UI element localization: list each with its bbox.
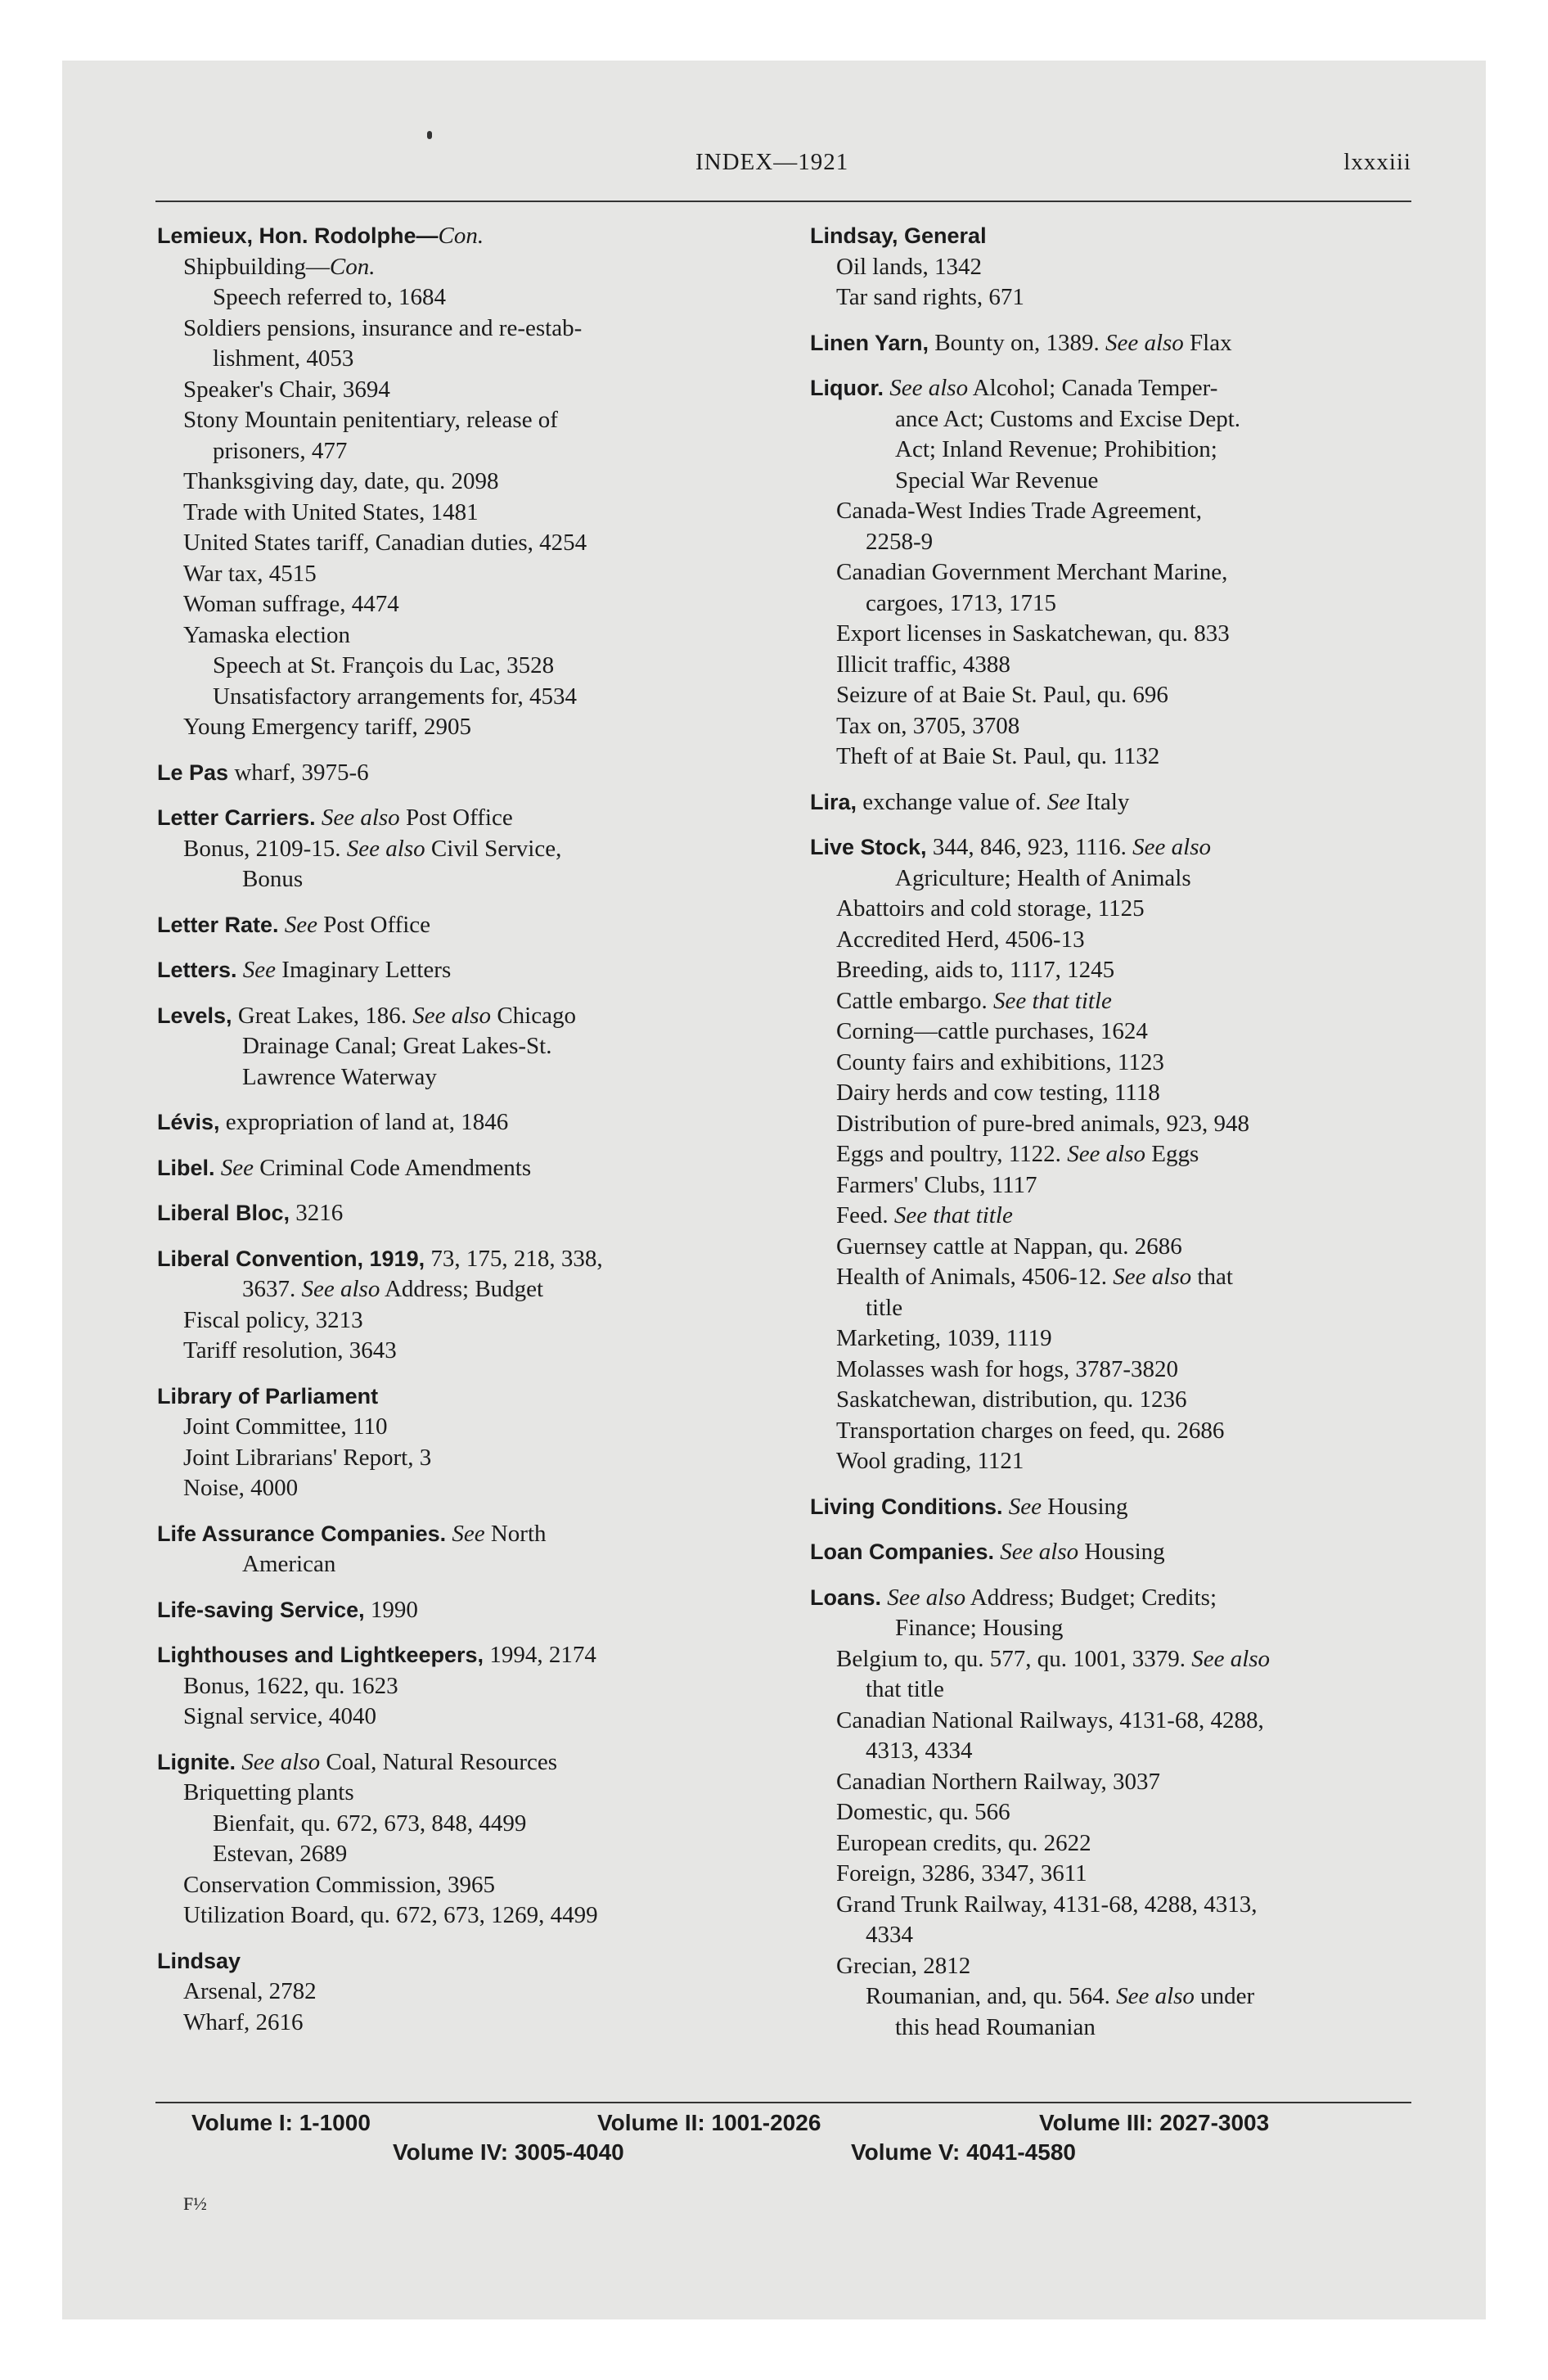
index-entry-line [157,1839,787,1870]
index-text: Tar sand rights, 671 [836,284,1024,310]
index-heading: Libel. [157,1155,215,1180]
index-text: 4334 [866,1922,913,1948]
index-text: 1994, 2174 [484,1642,596,1668]
index-entry-line [157,375,787,406]
index-entry-line [810,1323,1420,1355]
index-text: exchange value of. [857,788,1047,815]
index-text: Wool grading, 1121 [836,1448,1024,1474]
index-entry-line [810,466,1420,497]
index-entry-line [810,894,1420,925]
index-text: Wharf, 2616 [183,2008,304,2035]
index-text: Tax on, 3705, 3708 [836,712,1020,739]
see-reference: See also [1191,1645,1271,1672]
index-text: prisoners, 477 [213,437,348,464]
index-text: Health of Animals, 4506-12. [836,1264,1114,1290]
index-heading-line [157,221,787,252]
index-entry-line [157,1809,787,1840]
index-entry-line [157,864,787,895]
index-text: Corning—cattle purchases, 1624 [836,1018,1148,1044]
index-entry-line [157,1977,787,2008]
index-text: Eggs [1145,1141,1199,1167]
index-text: Bonus, 1622, qu. 1623 [183,1672,398,1699]
index-text: Illicit traffic, 4388 [836,651,1010,678]
index-heading-line [157,1595,787,1626]
index-text: Joint Committee, 110 [183,1413,388,1440]
index-text: Address; Budget [380,1276,544,1302]
index-entry-line [157,2008,787,2039]
index-entry-line [157,682,787,713]
index-entry-line [157,1274,787,1305]
index-text: that title [866,1676,944,1702]
index-entry-line [810,1920,1420,1951]
index-text: Bonus [242,866,304,892]
index-entry-line [157,467,787,498]
index-entry-line [810,986,1420,1017]
index-text: Unsatisfactory arrangements for, 4534 [213,683,577,710]
index-text: lishment, 4053 [213,345,354,372]
index-text: Bienfait, qu. 672, 673, 848, 4499 [213,1810,527,1837]
index-text [237,957,243,983]
index-entry-line [157,1062,787,1093]
index-entry-line [810,1048,1420,1079]
index-entry-line [157,712,787,743]
index-entry-line [157,1900,787,1931]
ink-speck [427,131,432,139]
index-text: Farmers' Clubs, 1117 [836,1171,1037,1198]
see-reference: See also [1113,1264,1192,1290]
index-text: Seizure of at Baie St. Paul, qu. 696 [836,682,1168,708]
see-reference: Con. [438,223,484,249]
index-heading: Live Stock, [810,835,927,859]
index-entry-line [810,925,1420,956]
index-entry-line [810,1981,1420,2013]
index-text: Yamaska election [183,621,351,648]
index-entry-line [810,863,1420,895]
index-text: 3637. [242,1276,302,1302]
index-heading-line [810,1583,1420,1614]
index-text: European credits, qu. 2622 [836,1829,1091,1856]
index-heading-line [157,1107,787,1138]
index-text: Distribution of pure-bred animals, 923, 948 [836,1110,1249,1137]
index-heading: Lira, [810,789,857,814]
index-entry-line [810,1355,1420,1386]
index-text: Canadian National Railways, 4131-68, 4288, [836,1706,1264,1733]
index-text: Arsenal, 2782 [183,1978,317,2004]
index-entry-line [810,650,1420,681]
index-entry-line [157,651,787,682]
index-entry-line [810,435,1420,466]
index-heading: Liberal Convention, 1919, [157,1246,425,1271]
index-text: North [484,1520,547,1547]
index-entry-line [157,559,787,590]
index-text: under [1194,1983,1255,2009]
see-reference: See that title [992,987,1112,1014]
index-text: Post Office [399,805,513,831]
see-reference: See [1008,1493,1042,1520]
see-reference: See [1046,788,1080,815]
index-text: Bonus, 2109-15. [183,835,347,862]
index-text: Canada-West Indies Trade Agreement, [836,498,1203,524]
index-text: Breeding, aids to, 1117, 1245 [836,957,1115,983]
index-heading: Liquor. [810,376,884,400]
index-entry-line [810,1446,1420,1477]
page-header [155,144,1411,187]
index-text: Transportation charges on feed, qu. 2686 [836,1417,1225,1444]
index-heading-line [810,221,1420,252]
index-heading-line [157,1198,787,1229]
index-entry-line [810,1859,1420,1890]
index-text: Stony Mountain penitentiary, release of [183,407,558,433]
index-text: Fiscal policy, 3213 [183,1306,363,1333]
see-reference: See also [889,375,969,401]
index-text: Bounty on, 1389. [929,329,1105,356]
signature-mark: F½ [183,2193,207,2214]
index-text [316,805,322,831]
index-text: Molasses wash for hogs, 3787-3820 [836,1355,1179,1382]
index-text: Drainage Canal; Great Lakes-St. [242,1033,552,1059]
index-entry-line [810,1767,1420,1798]
index-text: Alcohol; Canada Temper- [968,375,1218,401]
see-reference: Con. [329,253,376,280]
index-text: Speech referred to, 1684 [213,284,447,310]
index-entry-line [810,711,1420,742]
index-entry-line [157,1870,787,1901]
index-text: Address; Budget; Credits; [965,1584,1217,1611]
index-heading-line [157,955,787,986]
index-heading: Le Pas [157,760,229,785]
index-text: Grand Trunk Railway, 4131-68, 4288, 4313, [836,1891,1258,1918]
index-column-right [810,221,1420,2043]
index-text: Saskatchewan, distribution, qu. 1236 [836,1386,1187,1413]
volume-2-range: Volume II: 1001-2026 [597,2110,821,2135]
index-text: Lawrence Waterway [242,1063,437,1090]
index-heading-line [157,1382,787,1413]
index-entry-line [157,498,787,529]
index-entry-line [810,1170,1420,1201]
index-heading: Loans. [810,1584,882,1610]
index-text [279,912,285,938]
index-text: Roumanian, and, qu. 564. [866,1983,1117,2009]
index-heading-line [157,1519,787,1550]
index-text: Speaker's Chair, 3694 [183,376,390,403]
index-entry-line [810,1890,1420,1921]
index-entry-line [157,405,787,436]
index-text: Soldiers pensions, insurance and re-estab- [183,314,583,341]
index-entry-line [810,1078,1420,1109]
index-heading-line [810,787,1420,818]
see-reference: See also [346,835,425,862]
see-reference: See also [1000,1539,1079,1565]
index-entry-line [157,1778,787,1809]
index-text: Noise, 4000 [183,1475,299,1501]
index-text: Coal, Natural Resources [320,1748,558,1775]
index-entry-line [810,1232,1420,1263]
see-reference: See also [241,1748,321,1775]
index-entry-line [810,1736,1420,1767]
index-heading-line [157,1001,787,1032]
index-entry-line [810,252,1420,283]
index-entry-line [157,1549,787,1580]
index-heading: Letters. [157,958,237,982]
index-text: Flax [1183,329,1232,356]
index-entry-line [810,1675,1420,1706]
index-text: 3216 [290,1200,344,1226]
index-text: Woman suffrage, 4474 [183,591,399,617]
index-entry-line [810,1416,1420,1447]
index-text: Shipbuilding— [183,253,330,280]
index-heading-line [810,328,1420,359]
index-heading-line [157,803,787,834]
index-text: Joint Librarians' Report, 3 [183,1444,432,1471]
index-text: Marketing, 1039, 1119 [836,1325,1052,1351]
see-reference: See also [1132,834,1212,860]
index-text: Tariff resolution, 3643 [183,1337,397,1364]
index-text: Criminal Code Amendments [254,1154,532,1181]
index-text: wharf, 3975-6 [228,759,369,786]
index-text: Theft of at Baie St. Paul, qu. 1132 [836,743,1160,769]
index-entry-line [810,741,1420,773]
index-text: ance Act; Customs and Excise Dept. [895,405,1241,432]
index-text: Young Emergency tariff, 2905 [183,714,471,740]
volume-key [155,2110,1411,2175]
index-heading: Lighthouses and Lightkeepers, [157,1643,484,1667]
index-entry-line [810,1201,1420,1232]
footer-rule [155,2102,1411,2103]
index-text: Belgium to, qu. 577, qu. 1001, 3379. [836,1645,1192,1672]
index-entry-line [157,1671,787,1702]
index-entry-line [810,588,1420,620]
index-entry-line [157,589,787,620]
index-text: Italy [1079,788,1130,815]
index-entry-line [810,1385,1420,1416]
index-text: Briquetting plants [183,1779,354,1805]
index-text: Speech at St. François du Lac, 3528 [213,652,555,678]
index-entry-line [157,436,787,467]
index-heading-line [157,1747,787,1778]
index-entry-line [810,1016,1420,1048]
index-entry-line [810,1797,1420,1828]
index-entry-line [810,1293,1420,1324]
index-entry-line [157,344,787,375]
index-text: Housing [1041,1493,1128,1520]
index-entry-line [810,1109,1420,1140]
index-heading-line [157,910,787,941]
index-entry-line [157,1412,787,1443]
index-heading-line [810,832,1420,863]
index-entry-line [157,1336,787,1367]
index-heading-line [810,1492,1420,1523]
index-entry-line [157,620,787,651]
index-entry-line [810,955,1420,986]
see-reference: See [284,911,318,938]
page-number: lxxxiii [1343,149,1411,175]
running-title: INDEX—1921 [695,149,849,175]
volume-1-range: Volume I: 1-1000 [191,2110,371,2135]
index-heading: Letter Carriers. [157,805,316,830]
index-heading: Letter Rate. [157,912,279,937]
index-heading: Living Conditions. [810,1494,1003,1519]
index-entry-line [810,1951,1420,1982]
index-text: 344, 846, 923, 1116. [926,834,1133,860]
index-entry-line [157,1473,787,1504]
see-reference: See also [1067,1141,1146,1167]
index-text: Special War Revenue [895,467,1099,494]
index-entry-line [157,252,787,283]
see-reference: See also [301,1276,380,1302]
index-text [1002,1494,1008,1520]
index-entry-line [157,528,787,559]
see-reference: See [220,1154,254,1181]
index-entry-line [157,1702,787,1733]
index-text: War tax, 4515 [183,560,317,587]
index-entry-line [810,496,1420,527]
index-text: cargoes, 1713, 1715 [866,589,1057,616]
index-entry-line [157,282,787,313]
index-entry-line [157,1443,787,1474]
index-heading: Lindsay [157,1948,241,1973]
index-text: Finance; Housing [895,1615,1064,1641]
index-text: Thanksgiving day, date, qu. 2098 [183,468,499,494]
index-text: Grecian, 2812 [836,1952,971,1979]
index-text: Great Lakes, 186. [232,1002,413,1029]
index-entry-line [810,527,1420,558]
index-text: expropriation of land at, 1846 [219,1109,509,1135]
index-text: Export licenses in Saskatchewan, qu. 833 [836,620,1230,647]
index-entry-line [810,619,1420,650]
see-reference: See also [412,1002,492,1029]
index-text: that [1191,1264,1233,1290]
index-entry-line [157,1305,787,1336]
index-text [215,1155,221,1181]
index-text: Abattoirs and cold storage, 1125 [836,895,1145,922]
index-text: Chicago [491,1002,576,1029]
index-text: Feed. [836,1202,894,1228]
index-text: Signal service, 4040 [183,1703,376,1729]
index-text: Accredited Herd, 4506-13 [836,926,1085,953]
index-text: Oil lands, 1342 [836,253,983,280]
index-entry-line [810,1262,1420,1293]
index-text: County fairs and exhibitions, 1123 [836,1048,1164,1075]
index-heading-line [157,1244,787,1275]
volume-5-range: Volume V: 4041-4580 [851,2139,1076,2165]
index-text: Imaginary Letters [276,957,452,983]
index-text: Civil Service, [425,835,562,862]
index-text: Trade with United States, 1481 [183,498,479,525]
index-heading: Linen Yarn, [810,330,929,355]
see-reference: See that title [893,1202,1013,1228]
see-reference: See also [887,1584,966,1611]
index-text: 73, 175, 218, 338, [425,1245,603,1272]
index-heading-line [157,1946,787,1977]
index-entry-line [810,282,1420,313]
index-heading-line [810,1537,1420,1568]
index-heading-line [157,1640,787,1671]
index-entry-line [810,1613,1420,1644]
index-heading: Lévis, [157,1110,220,1134]
index-text: Canadian Northern Railway, 3037 [836,1768,1160,1795]
index-text: American [242,1551,336,1577]
index-entry-line [810,557,1420,588]
index-heading: Loan Companies. [810,1539,995,1564]
index-entry-line [157,313,787,345]
index-column-left [157,221,787,2038]
index-text: this head Roumanian [895,2013,1096,2040]
index-heading-line [810,373,1420,404]
index-heading: Lindsay, General [810,223,987,248]
index-text: Agriculture; Health of Animals [895,864,1191,891]
see-reference: See [452,1520,485,1547]
index-heading: Lignite. [157,1749,236,1774]
index-text: United States tariff, Canadian duties, 4254 [183,530,587,556]
volume-4-range: Volume IV: 3005-4040 [393,2139,624,2165]
index-text: Domestic, qu. 566 [836,1799,1010,1825]
index-heading: Library of Parliament [157,1383,379,1409]
see-reference: See also [1105,329,1184,356]
index-text: 2258-9 [866,528,934,555]
index-entry-line [810,680,1420,711]
index-text: Post Office [317,911,431,938]
header-rule [155,201,1411,202]
index-text: Eggs and poultry, 1122. [836,1141,1068,1167]
see-reference: See [242,957,277,983]
index-entry-line [810,1644,1420,1675]
index-text: Housing [1078,1539,1165,1565]
index-entry-line [810,1706,1420,1737]
index-heading: Liberal Bloc, [157,1201,290,1225]
index-entry-line [157,1031,787,1062]
index-heading: Life Assurance Companies. [157,1521,447,1546]
index-text: title [866,1294,903,1321]
index-text: Estevan, 2689 [213,1841,348,1867]
index-entry-line [810,1139,1420,1170]
see-reference: See also [321,805,400,831]
index-text: Act; Inland Revenue; Prohibition; [895,436,1217,462]
index-heading-line [157,1153,787,1184]
index-text: Guernsey cattle at Nappan, qu. 2686 [836,1233,1182,1260]
index-text: Canadian Government Merchant Marine, [836,559,1228,585]
index-entry-line [810,404,1420,435]
index-entry-line [157,834,787,865]
index-text: 1990 [364,1596,418,1623]
index-heading: Lemieux, Hon. Rodolphe— [157,223,439,248]
index-heading-line [157,758,787,789]
index-heading: Life-saving Service, [157,1597,365,1622]
volume-3-range: Volume III: 2027-3003 [1039,2110,1270,2135]
index-entry-line [810,1828,1420,1859]
index-text: Conservation Commission, 3965 [183,1871,496,1898]
index-text: Foreign, 3286, 3347, 3611 [836,1860,1087,1886]
index-text: Cattle embargo. [836,987,993,1014]
see-reference: See also [1116,1983,1195,2009]
index-entry-line [810,2013,1420,2044]
index-heading: Levels, [157,1003,232,1028]
index-text: 4313, 4334 [866,1738,973,1764]
index-text: Utilization Board, qu. 672, 673, 1269, 4499 [183,1902,598,1928]
index-text: Dairy herds and cow testing, 1118 [836,1080,1160,1106]
